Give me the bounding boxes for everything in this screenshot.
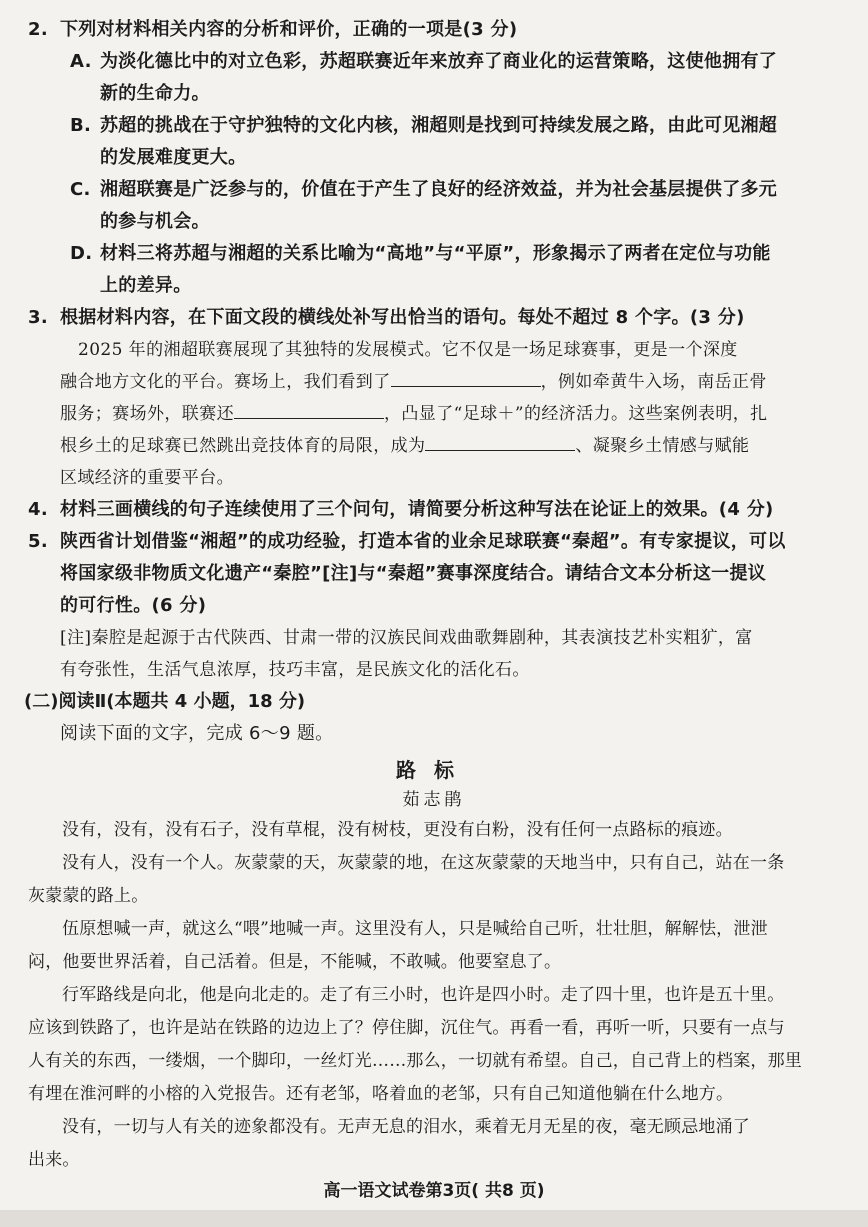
story-paragraph-2: 没有人，没有一个人。灰蒙蒙的天，灰蒙蒙的地，在这灰蒙蒙的天地当中，只有自己，站在一条 灰蒙蒙的路上。 — [28, 853, 785, 906]
q3-passage-line-1: 2025 年的湘超联赛展现了其独特的发展模式。它不仅是一场足球赛事，更是一个深度 — [78, 340, 738, 360]
story-paragraph-4: 行军路线是向北，他是向北走的。走了有三小时，也许是四小时。走了四十里，也许是五十里。 应该到铁路了，也许是站在铁路的边边上了？停住脚，沉住气。再看一看，再听一听，只要有一点与 人有关的东西，一缕烟，一个脚印，一丝灯光……那么，一切就有希望。自己，自己背上的档案，那里 有埋在淮河畔的小榕的入党报告。还有老邹，咯着血的老邹，只有自己知道他躺在什么地方。 — [28, 985, 802, 1104]
story-title: 路标 — [396, 758, 472, 782]
section-heading: (二)阅读Ⅱ(本题共 4 小题，18 分) — [24, 691, 306, 712]
question-4-stem: 4. 材料三画横线的句子连续使用了三个问句，请简要分析这种写法在论证上的效果。(4 分) — [28, 499, 774, 520]
question-5-line-2: 将国家级非物质文化遗产“秦腔”[注]与“秦超”赛事深度结合。请结合文本分析这一提议 — [60, 563, 767, 584]
option-b: B. 苏超的挑战在于守护独特的文化内核，湘超则是找到可持续发展之路，由此可见湘超 — [70, 115, 778, 136]
story-paragraph-3: 伍原想喊一声，就这么“喂”地喊一声。这里没有人，只是喊给自己听，壮壮胆，解解怯，泄泄 闷，他要世界活着，自己活着。但是，不能喊，不敢喊。他要窒息了。 — [28, 919, 768, 972]
story-paragraph-1: 没有，没有，没有石子，没有草棍，没有树枝，更没有白粉，没有任何一点路标的痕迹。 — [62, 820, 733, 840]
story-paragraph-5: 没有，一切与人有关的迹象都没有。无声无息的泪水，乘着无月无星的夜，毫无顾忌地涌了 出来。 — [28, 1117, 750, 1170]
option-a: A. 为淡化德比中的对立色彩，苏超联赛近年来放弃了商业化的运营策略，这使他拥有了 — [70, 51, 778, 72]
option-c-cont: 的参与机会。 — [100, 211, 210, 232]
option-a-cont: 新的生命力。 — [100, 83, 210, 104]
q3-passage-line-5: 区域经济的重要平台。 — [60, 468, 234, 488]
question-3-stem: 3. 根据材料内容，在下面文段的横线处补写出恰当的语句。每处不超过 8 个字。(3 分) — [28, 307, 745, 328]
answer-blank-2[interactable] — [234, 398, 384, 419]
q5-note-line-2: 有夸张性，生活气息浓厚，技巧丰富，是民族文化的活化石。 — [60, 660, 530, 680]
q3-passage-line-4: 根乡土的足球赛已然跳出竞技体育的局限，成为 、凝聚乡土情感与赋能 — [28, 430, 840, 462]
question-2-stem: 2. 下列对材料相关内容的分析和评价，正确的一项是(3 分) — [28, 19, 518, 40]
answer-blank-3[interactable] — [425, 430, 575, 451]
option-c: C. 湘超联赛是广泛参与的，价值在于产生了良好的经济效益，并为社会基层提供了多元 — [70, 179, 778, 200]
q3-passage-line-2: 融合地方文化的平台。赛场上，我们看到了 ，例如牵黄牛入场，南岳正骨 — [28, 366, 840, 398]
question-5-stem: 5. 陕西省计划借鉴“湘超”的成功经验，打造本省的业余足球联赛“秦超”。有专家提议，可以 — [28, 531, 786, 552]
answer-blank-1[interactable] — [391, 366, 541, 387]
story-author: 茹志鹃 — [402, 790, 466, 810]
scan-edge — [0, 1210, 868, 1227]
question-5-line-3: 的可行性。(6 分) — [60, 595, 207, 616]
q3-passage-line-3: 服务；赛场外，联赛还 ，凸显了“足球＋”的经济活力。这些案例表明，扎 — [28, 398, 840, 430]
section-instruction: 阅读下面的文字，完成 6～9 题。 — [60, 723, 334, 744]
option-b-cont: 的发展难度更大。 — [100, 147, 247, 168]
q5-note-line-1: [注]秦腔是起源于古代陕西、甘肃一带的汉族民间戏曲歌舞剧种，其表演技艺朴实粗犷，富 — [60, 628, 753, 648]
option-d: D. 材料三将苏超与湘超的关系比喻为“高地”与“平原”，形象揭示了两者在定位与功能 — [70, 243, 771, 264]
option-d-cont: 上的差异。 — [100, 275, 192, 296]
page-footer: 高一语文试卷第3页( 共8 页) — [323, 1181, 545, 1201]
